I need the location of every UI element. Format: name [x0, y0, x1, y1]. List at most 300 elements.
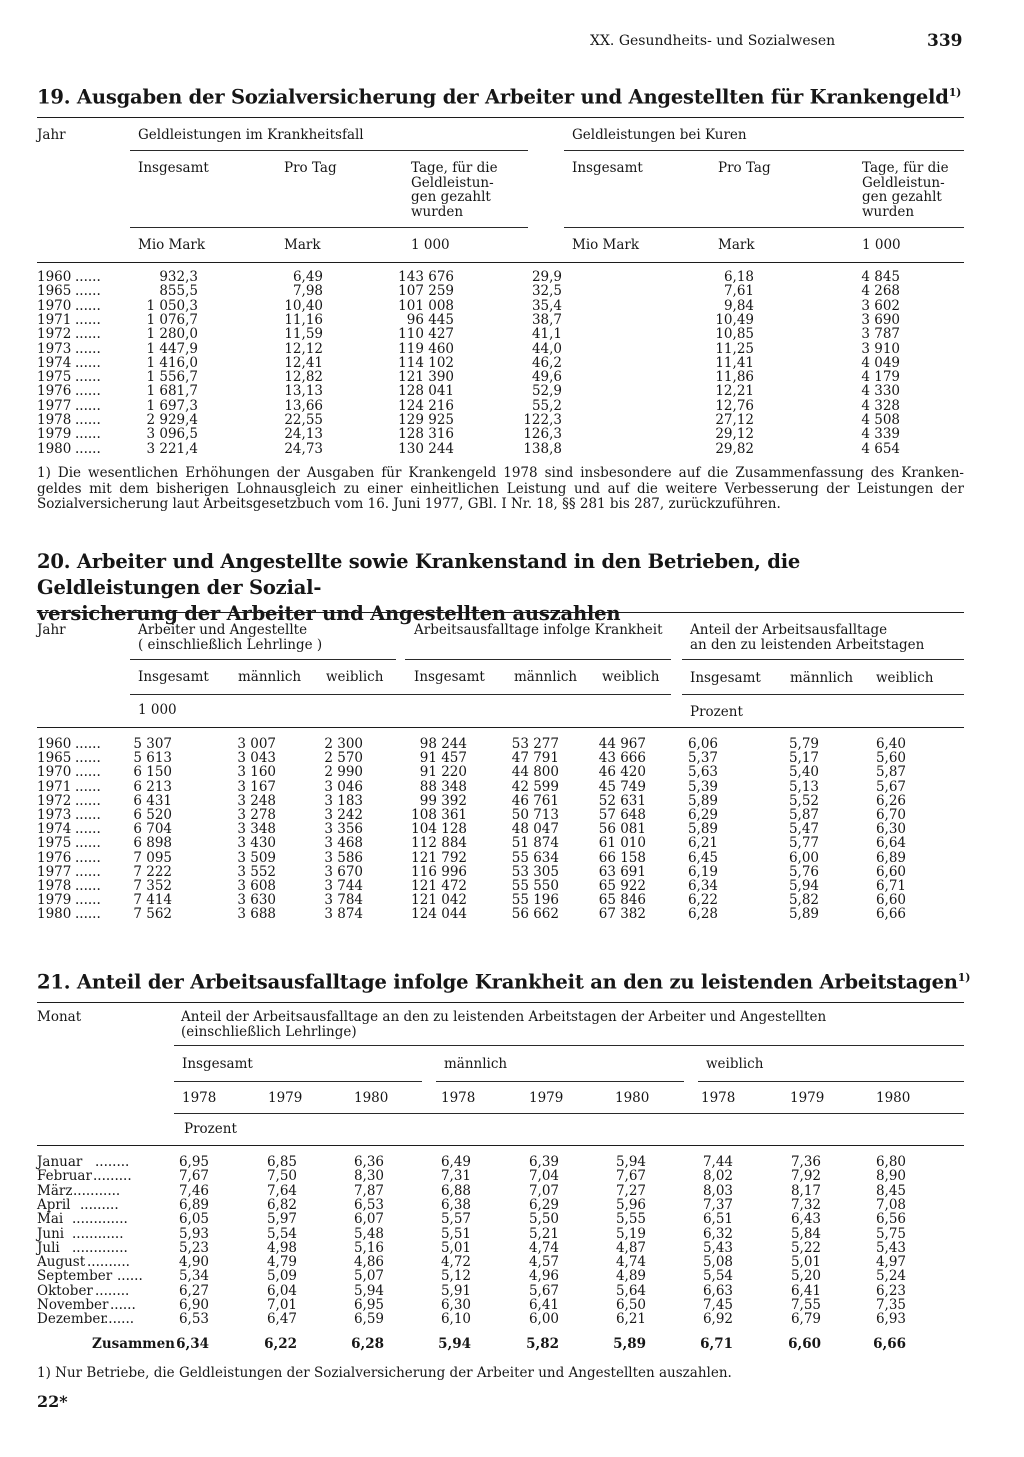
table-cell: 5,89 [687, 821, 718, 838]
leader-dots: ........... [73, 1182, 121, 1199]
leader-dots: ...... [75, 906, 101, 923]
table-cell: 6,40 [875, 736, 906, 752]
table-cell: 45 749 [598, 778, 646, 795]
table-cell: 7,27 [615, 1182, 646, 1199]
table-20-unit-prozent: Prozent [690, 704, 743, 720]
table-row [0, 1184, 1024, 1198]
table-cell: 1 556,7 [146, 369, 198, 386]
table-20-col-weiblich-2: weiblich [602, 669, 660, 685]
table-cell: 6,49 [292, 269, 323, 285]
table-21-group-weiblich: weiblich [706, 1056, 764, 1072]
table-cell: 5,94 [353, 1282, 384, 1299]
table-cell: 49,6 [531, 369, 562, 386]
row-label: 1976 [37, 383, 72, 400]
table-cell: 4,86 [353, 1254, 384, 1271]
table-cell: 6,30 [875, 821, 906, 838]
table-cell: 5,64 [615, 1282, 646, 1299]
table-cell: 11,25 [715, 340, 754, 357]
table-cell: 6,51 [702, 1211, 733, 1228]
table-cell: 5,43 [875, 1239, 906, 1256]
table-cell: 6,93 [875, 1311, 906, 1328]
table-cell: 3 552 [237, 863, 276, 880]
row-label: 1974 [37, 821, 72, 838]
table-cell: 6,79 [790, 1311, 821, 1328]
table-row [0, 1212, 1024, 1226]
leader-dots: ...... [75, 863, 101, 880]
table-cell: 46 420 [598, 764, 646, 781]
row-label: Oktober [37, 1282, 93, 1299]
table-cell: 114 102 [398, 354, 454, 371]
table-cell: 5,75 [875, 1225, 906, 1242]
table-cell: 91 457 [419, 750, 467, 767]
table-cell: 5,01 [790, 1254, 821, 1271]
table-row [0, 370, 1024, 384]
table-cell: 57 648 [598, 807, 646, 823]
table-cell: 116 996 [411, 863, 467, 880]
table-cell: 7,46 [178, 1182, 209, 1199]
table-cell: 52,9 [531, 383, 562, 400]
table-cell: 4,74 [615, 1254, 646, 1271]
table-row [0, 284, 1024, 298]
table-cell: 10,40 [284, 297, 323, 314]
table-row [0, 1269, 1024, 1283]
table-cell: 7,61 [723, 283, 754, 300]
row-label: 1979 [37, 892, 72, 909]
row-label: 1975 [37, 835, 72, 852]
leader-dots: ...... [75, 440, 101, 457]
table-cell: 50 713 [511, 807, 559, 823]
table-cell: 6,07 [353, 1211, 384, 1228]
table-cell: 3 167 [237, 778, 276, 795]
table-20-col-insgesamt-1: Insgesamt [138, 669, 209, 685]
table-20-group-anteil: Anteil der Arbeitsausfalltage an den zu leistenden Arbeitstagen [690, 622, 925, 653]
page-number: 339 [927, 31, 963, 51]
table-cell: 3 509 [237, 849, 276, 866]
table-cell: 3 602 [861, 297, 900, 314]
leader-dots: ............ [72, 1225, 124, 1242]
table-cell: 3 744 [324, 878, 363, 894]
leader-dots: ...... [75, 369, 101, 386]
table-row [0, 794, 1024, 808]
table-cell: 6,10 [440, 1311, 471, 1328]
table-cell: 1 681,7 [146, 383, 198, 400]
table-cell: 91 220 [419, 764, 467, 781]
leader-dots: ...... [75, 412, 101, 428]
table-cell: 7 222 [133, 863, 172, 880]
table-cell: 5,34 [178, 1268, 209, 1285]
table-cell: 11,59 [284, 326, 323, 343]
table-cell: 5,96 [615, 1196, 646, 1213]
table-cell: 3 787 [861, 326, 900, 343]
table-20-body-rule [37, 727, 964, 728]
row-label: Juli [37, 1239, 60, 1256]
table-cell: 43 666 [598, 750, 646, 767]
table-cell: 7,07 [528, 1182, 559, 1199]
table-cell: 53 305 [511, 863, 559, 880]
table-cell: 56 081 [598, 821, 646, 838]
table-cell: 98 244 [419, 736, 467, 752]
year-header: 1978 [701, 1090, 736, 1106]
leader-dots: ...... [75, 807, 101, 823]
table-19-body-rule [37, 262, 964, 263]
table-cell: 52 631 [598, 792, 646, 809]
table-row [0, 765, 1024, 779]
table-cell: 112 884 [411, 835, 467, 852]
table-cell: 6,89 [875, 849, 906, 866]
table-19-footnote [37, 466, 964, 513]
table-cell: 3 043 [237, 750, 276, 767]
table-21-title [37, 965, 970, 996]
leader-dots: ...... [75, 778, 101, 795]
table-cell: 3 221,4 [146, 440, 198, 457]
table-cell: 5,52 [788, 792, 819, 809]
table-cell: 5,12 [440, 1268, 471, 1285]
table-cell: 8,45 [875, 1182, 906, 1199]
leader-dots: ...... [75, 283, 101, 300]
table-cell: 22,55 [284, 412, 323, 428]
table-cell: 4,79 [266, 1254, 297, 1271]
table-cell: 10,85 [715, 326, 754, 343]
table-cell: 5,93 [178, 1225, 209, 1242]
table-cell: 128 316 [398, 426, 454, 443]
table-cell: 5,87 [875, 764, 906, 781]
table-cell: 55 550 [511, 878, 559, 894]
table-cell: 4 654 [861, 440, 900, 457]
table-cell: 6,38 [440, 1196, 471, 1213]
table-21-unit-prozent: Prozent [184, 1121, 237, 1137]
table-cell: 1 697,3 [146, 397, 198, 414]
row-label: 1965 [37, 750, 72, 767]
table-cell: 7 352 [133, 878, 172, 894]
table-cell: 5,37 [687, 750, 718, 767]
row-label: 1972 [37, 792, 72, 809]
table-19-col-insgesamt-1: Insgesamt [138, 160, 209, 176]
table-19-title [37, 80, 961, 111]
table-cell: 6,63 [702, 1282, 733, 1299]
total-label: Zusammen [92, 1335, 175, 1352]
table-21-body-rule [37, 1145, 964, 1146]
table-20-unit-1000: 1 000 [138, 702, 177, 718]
table-cell: 6,60 [788, 1335, 821, 1352]
table-row [0, 893, 1024, 907]
table-cell: 7,36 [790, 1154, 821, 1170]
table-cell: 3 096,5 [146, 426, 198, 443]
table-cell: 7,87 [353, 1182, 384, 1199]
table-cell: 6,32 [702, 1225, 733, 1242]
table-cell: 12,41 [284, 354, 323, 371]
table-cell: 1 076,7 [146, 311, 198, 328]
table-cell: 108 361 [411, 807, 467, 823]
table-cell: 6,28 [687, 906, 718, 923]
table-cell: 6,64 [875, 835, 906, 852]
year-header: 1980 [354, 1090, 389, 1106]
table-cell: 2 570 [324, 750, 363, 767]
table-cell: 3 468 [324, 835, 363, 852]
table-cell: 5,51 [440, 1225, 471, 1242]
table-cell: 6,00 [528, 1311, 559, 1328]
table-cell: 4 268 [861, 283, 900, 300]
table-cell: 128 041 [398, 383, 454, 400]
table-row [0, 1312, 1024, 1326]
row-label: 1960 [37, 269, 72, 285]
table-20-col-maennlich-2: männlich [514, 669, 578, 685]
table-cell: 8,90 [875, 1168, 906, 1185]
table-cell: 119 460 [398, 340, 454, 357]
table-cell: 124 216 [398, 397, 454, 414]
table-cell: 6 213 [133, 778, 172, 795]
row-label: November [37, 1297, 109, 1313]
leader-dots: ...... [75, 892, 101, 909]
table-cell: 7,55 [790, 1297, 821, 1313]
leader-dots: ........ [95, 1154, 130, 1170]
table-cell: 7,64 [266, 1182, 297, 1199]
table-19-group-kuren: Geldleistungen bei Kuren [572, 127, 747, 143]
table-cell: 3 630 [237, 892, 276, 909]
table-row [0, 780, 1024, 794]
table-19-unit-mio-mark-2: Mio Mark [572, 237, 640, 253]
table-cell: 55 634 [511, 849, 559, 866]
table-row [0, 427, 1024, 441]
table-cell: 5,55 [615, 1211, 646, 1228]
table-19-group-krankheitsfall: Geldleistungen im Krankheitsfall [138, 127, 364, 143]
table-cell: 7,67 [178, 1168, 209, 1185]
table-cell: 143 676 [398, 269, 454, 285]
leader-dots: ...... [75, 764, 101, 781]
table-cell: 6,88 [440, 1182, 471, 1199]
row-label: März [37, 1182, 73, 1199]
table-21-title-text: 21. Anteil der Arbeitsausfalltage infolge Krankheit an den zu leistenden Arbeitstagen [37, 970, 958, 994]
table-19-col-insgesamt-2: Insgesamt [572, 160, 643, 176]
table-cell: 6,34 [176, 1335, 209, 1352]
table-cell: 6,80 [875, 1154, 906, 1170]
table-cell: 6,41 [528, 1297, 559, 1313]
row-label: 1971 [37, 778, 72, 795]
table-cell: 6,95 [353, 1297, 384, 1313]
table-cell: 6,29 [687, 807, 718, 823]
table-cell: 5,19 [615, 1225, 646, 1242]
table-cell: 5,89 [687, 792, 718, 809]
table-cell: 5,77 [788, 835, 819, 852]
table-cell: 6,29 [528, 1196, 559, 1213]
table-20-col-maennlich-1: männlich [238, 669, 302, 685]
table-19-unit-rule-1 [130, 227, 528, 228]
table-cell: 5,54 [702, 1268, 733, 1285]
table-19-footnote-line: Sozialversicherung laut Arbeitsgesetzbuch vom 16. Juni 1977, GBl. I Nr. 18, §§ 281 bis 287, zurückzuführen. [37, 496, 781, 512]
table-cell: 6,92 [702, 1311, 733, 1328]
leader-dots: ...... [75, 792, 101, 809]
table-cell: 44 967 [598, 736, 646, 752]
table-cell: 138,8 [523, 440, 562, 457]
table-19-footnote-line: geldes mit dem bisherigen Lohnausgleich zu einer einheitlichen Leistung und auf die weitere Verbesserung der Leistungen der [37, 480, 964, 497]
row-label: 1970 [37, 297, 72, 314]
table-cell: 7,08 [875, 1196, 906, 1213]
table-20-col-maennlich-3: männlich [790, 670, 854, 686]
table-cell: 4,97 [875, 1254, 906, 1271]
row-label: 1976 [37, 849, 72, 866]
table-cell: 5,20 [790, 1268, 821, 1285]
table-cell: 7,50 [266, 1168, 297, 1185]
table-cell: 3 160 [237, 764, 276, 781]
table-cell: 5,40 [788, 764, 819, 781]
table-cell: 129 925 [398, 412, 454, 428]
table-cell: 2 990 [324, 764, 363, 781]
table-cell: 8,03 [702, 1182, 733, 1199]
table-row [0, 865, 1024, 879]
table-cell: 5,09 [266, 1268, 297, 1285]
table-row [0, 384, 1024, 398]
table-20-unit-rule-1 [130, 694, 671, 695]
leader-dots: ........ [95, 1282, 130, 1299]
table-cell: 5,82 [788, 892, 819, 909]
table-row [0, 299, 1024, 313]
table-row [0, 836, 1024, 850]
table-cell: 46,2 [531, 354, 562, 371]
table-cell: 5,89 [788, 906, 819, 923]
table-20-group-rule-2 [405, 659, 671, 660]
table-cell: 121 042 [411, 892, 467, 909]
table-19-unit-mio-mark-1: Mio Mark [138, 237, 206, 253]
table-19-unit-1000-2: 1 000 [862, 237, 901, 253]
table-cell: 3 248 [237, 792, 276, 809]
table-cell: 6,47 [266, 1311, 297, 1328]
table-cell: 5,47 [788, 821, 819, 838]
table-cell: 5,60 [875, 750, 906, 767]
table-cell: 51 874 [511, 835, 559, 852]
table-19-title-note: 1) [948, 86, 962, 99]
table-cell: 8,17 [790, 1182, 821, 1199]
row-label: 1980 [37, 906, 72, 923]
table-20-title-line-2: versicherung der Arbeiter und Angestellten auszahlen [37, 602, 621, 625]
row-label: Mai [37, 1211, 64, 1228]
table-20-unit-rule-2 [682, 694, 964, 695]
table-cell: 3 874 [324, 906, 363, 923]
table-cell: 66 158 [598, 849, 646, 866]
table-cell: 99 392 [419, 792, 467, 809]
table-cell: 4,96 [528, 1268, 559, 1285]
table-cell: 5,91 [440, 1282, 471, 1299]
table-row [0, 399, 1024, 413]
table-cell: 6,41 [790, 1282, 821, 1299]
leader-dots: ...... [75, 849, 101, 866]
row-label: 1972 [37, 326, 72, 343]
table-cell: 5,43 [702, 1239, 733, 1256]
table-cell: 130 244 [398, 440, 454, 457]
table-cell: 5,13 [788, 778, 819, 795]
table-cell: 121 472 [411, 878, 467, 894]
table-cell: 6,28 [351, 1335, 384, 1352]
table-cell: 6,66 [873, 1335, 906, 1352]
table-cell: 65 922 [598, 878, 646, 894]
leader-dots: ...... [75, 750, 101, 767]
table-21-group-insgesamt: Insgesamt [182, 1056, 253, 1072]
table-cell: 44,0 [531, 340, 562, 357]
table-cell: 5,84 [790, 1225, 821, 1242]
table-cell: 1 050,3 [146, 297, 198, 314]
table-19-stub-label: Jahr [37, 127, 66, 143]
leader-dots: ...... [110, 1297, 136, 1313]
table-20-stub-label: Jahr [37, 622, 66, 638]
table-cell: 96 445 [406, 311, 454, 328]
table-cell: 11,41 [715, 354, 754, 371]
table-cell: 6,89 [178, 1196, 209, 1213]
table-21-year-rule [174, 1113, 964, 1114]
table-21-spanner: Anteil der Arbeitsausfalltage an den zu leistenden Arbeitstagen der Arbeiter und Angestellten (einschließlich Lehrlinge) [181, 1009, 827, 1040]
table-cell: 5,23 [178, 1239, 209, 1256]
table-cell: 6,59 [353, 1311, 384, 1328]
year-header: 1980 [615, 1090, 650, 1106]
table-cell: 3 910 [861, 340, 900, 357]
leader-dots: ...... [75, 835, 101, 852]
table-cell: 5,67 [875, 778, 906, 795]
table-cell: 3 007 [237, 736, 276, 752]
table-cell: 4,89 [615, 1268, 646, 1285]
table-cell: 7 095 [133, 849, 172, 866]
table-cell: 4 328 [861, 397, 900, 414]
row-label: Juni [37, 1225, 65, 1242]
table-cell: 7,35 [875, 1297, 906, 1313]
table-cell: 63 691 [598, 863, 646, 880]
table-cell: 24,73 [284, 440, 323, 457]
leader-dots: ...... [75, 878, 101, 894]
year-header: 1978 [441, 1090, 476, 1106]
table-cell: 4,57 [528, 1254, 559, 1271]
table-row [0, 1241, 1024, 1255]
table-cell: 5,24 [875, 1268, 906, 1285]
table-row [0, 327, 1024, 341]
table-21-top-rule [37, 1002, 964, 1003]
table-cell: 6,04 [266, 1282, 297, 1299]
printer-signature: 22* [37, 1392, 68, 1411]
table-cell: 855,5 [159, 283, 198, 300]
row-label: 1973 [37, 807, 72, 823]
table-cell: 11,86 [715, 369, 754, 386]
table-row [0, 1227, 1024, 1241]
leader-dots: ...... [75, 311, 101, 328]
table-cell: 6,22 [264, 1335, 297, 1352]
table-cell: 121 792 [411, 849, 467, 866]
table-cell: 6,22 [687, 892, 718, 909]
table-cell: 7 562 [133, 906, 172, 923]
table-cell: 10,49 [715, 311, 754, 328]
table-cell: 4,90 [178, 1254, 209, 1271]
table-19-col-pro-tag-2: Pro Tag [718, 160, 771, 176]
table-cell: 6,95 [178, 1154, 209, 1170]
table-cell: 3 586 [324, 849, 363, 866]
table-cell: 7,32 [790, 1196, 821, 1213]
table-cell: 11,16 [284, 311, 323, 328]
table-cell: 5,48 [353, 1225, 384, 1242]
table-cell: 3 608 [237, 878, 276, 894]
table-cell: 5,82 [526, 1335, 559, 1352]
table-20-col-insgesamt-2: Insgesamt [414, 669, 485, 685]
table-row [0, 356, 1024, 370]
table-cell: 5 307 [133, 736, 172, 752]
table-cell: 4,98 [266, 1239, 297, 1256]
table-cell: 4 508 [861, 412, 900, 428]
table-cell: 9,84 [723, 297, 754, 314]
table-cell: 7,31 [440, 1168, 471, 1185]
table-cell: 55 196 [511, 892, 559, 909]
table-cell: 6,56 [875, 1211, 906, 1228]
table-cell: 6,85 [266, 1154, 297, 1170]
table-cell: 126,3 [523, 426, 562, 443]
leader-dots: ............. [72, 1211, 128, 1228]
year-header: 1980 [876, 1090, 911, 1106]
table-row [0, 737, 1024, 751]
table-cell: 3 690 [861, 311, 900, 328]
table-cell: 932,3 [159, 269, 198, 285]
table-cell: 124 044 [411, 906, 467, 923]
